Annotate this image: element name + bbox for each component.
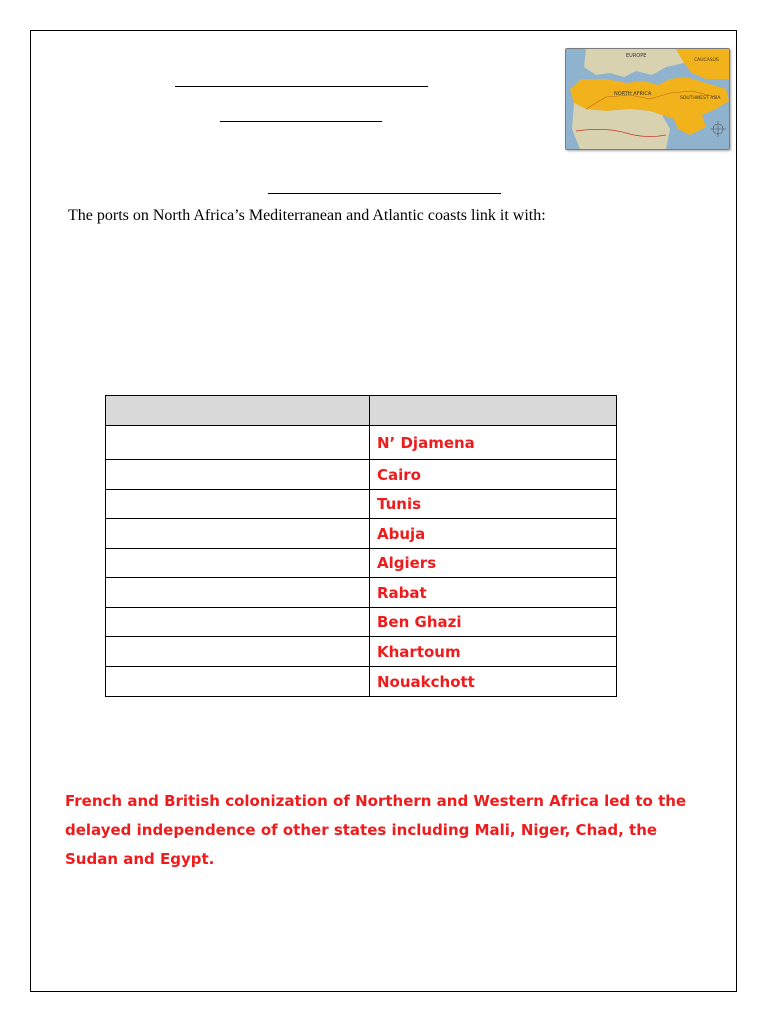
colonization-note: French and British colonization of Northern and Western Africa led to the delayed independence of other states including Mali, Niger, Chad, the Sudan and Egypt. (65, 792, 687, 868)
country-cell (106, 549, 370, 578)
table-row (106, 637, 617, 667)
table-row (106, 549, 617, 578)
section-heading-blank-line (268, 193, 501, 194)
capital-cell: Nouakchott (370, 667, 617, 697)
map-label-caucasus: CAUCASUS (694, 58, 719, 63)
map-label-europe: EUROPE (626, 53, 647, 59)
table-header-row (106, 396, 617, 426)
title-blank-line (175, 86, 428, 87)
country-cell (106, 490, 370, 519)
table-row (106, 667, 617, 697)
country-cell (106, 426, 370, 460)
country-cell (106, 460, 370, 490)
capital-cell: Tunis (370, 490, 617, 519)
table-row (106, 578, 617, 608)
map-graphic (566, 49, 729, 149)
north-africa-map-image (565, 48, 730, 150)
capital-cell: Khartoum (370, 637, 617, 667)
country-cell (106, 608, 370, 637)
capital-cell: Algiers (370, 549, 617, 578)
table-row (106, 460, 617, 490)
table-row (106, 490, 617, 519)
capital-cell: Cairo (370, 460, 617, 490)
table-row (106, 608, 617, 637)
capital-cell: Ben Ghazi (370, 608, 617, 637)
table-row (106, 519, 617, 549)
subtitle-blank-line (220, 121, 382, 122)
map-label-southwest-asia: SOUTHWEST ASIA (680, 96, 721, 101)
capital-cell: Rabat (370, 578, 617, 608)
capitals-table (105, 395, 617, 697)
header-cell-capital (370, 396, 617, 426)
country-cell (106, 667, 370, 697)
header-cell-country (106, 396, 370, 426)
intro-text: The ports on North Africa’s Mediterranean and Atlantic coasts link it with: (68, 207, 546, 224)
capital-cell: Abuja (370, 519, 617, 549)
country-cell (106, 519, 370, 549)
country-cell (106, 637, 370, 667)
capital-cell: N’ Djamena (370, 426, 617, 460)
map-label-north-africa: NORTH AFRICA (614, 91, 652, 97)
country-cell (106, 578, 370, 608)
table-row (106, 426, 617, 460)
